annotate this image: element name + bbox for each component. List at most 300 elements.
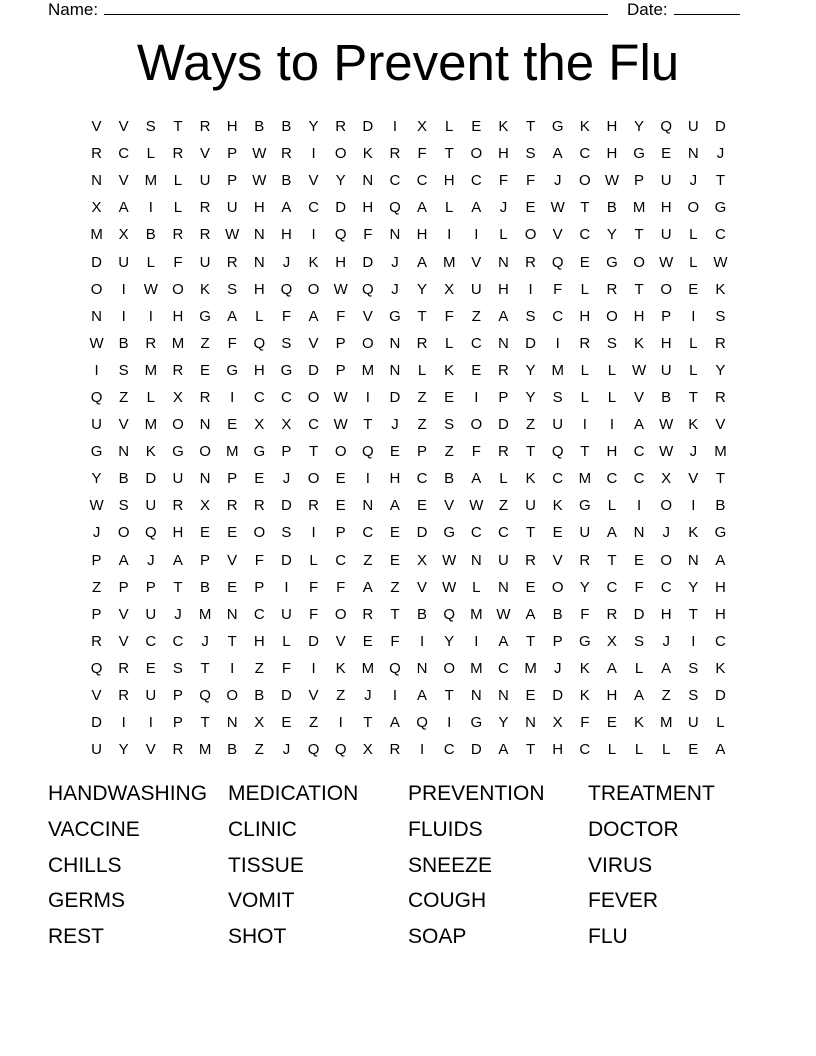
grid-letter: N (389, 334, 401, 352)
name-field[interactable] (48, 0, 608, 19)
grid-letter: U (199, 253, 211, 271)
grid-letter: K (200, 280, 211, 298)
grid-letter: A (118, 551, 129, 569)
grid-letter: F (336, 578, 346, 596)
grid-letter: T (200, 659, 210, 677)
grid-letter: B (715, 497, 726, 515)
grid-letter: B (227, 741, 238, 759)
grid-letter: H (498, 145, 509, 163)
grid-letter: V (471, 253, 482, 271)
grid-letter: M (225, 443, 239, 461)
grid-letter: L (173, 199, 183, 217)
grid-letter: T (607, 551, 617, 569)
grid-letter: W (550, 199, 565, 217)
grid-letter: G (443, 524, 456, 542)
grid-letter: O (578, 172, 591, 190)
grid-letter: Q (443, 605, 456, 623)
grid-letter: U (281, 605, 292, 623)
grid-letter: Z (363, 551, 373, 569)
grid-letter: T (525, 443, 536, 461)
grid-letter: H (633, 307, 645, 325)
grid-letter: T (634, 226, 644, 244)
grid-letter: R (498, 443, 509, 461)
grid-letter: E (525, 578, 536, 596)
grid-letter: Z (308, 714, 319, 732)
grid-letter: C (498, 659, 509, 677)
grid-letter: V (688, 470, 699, 488)
grid-letter: U (579, 524, 591, 542)
name-blank-line[interactable] (104, 0, 608, 15)
grid-letter: E (606, 714, 617, 732)
grid-letter: O (90, 280, 103, 298)
grid-letter: S (688, 687, 699, 705)
grid-letter: E (281, 714, 292, 732)
grid-letter: C (715, 226, 726, 244)
grid-letter: H (172, 524, 184, 542)
grid-letter: R (308, 497, 319, 515)
grid-letter: M (144, 416, 158, 434)
grid-letter: N (470, 687, 482, 705)
grid-letter: L (445, 199, 454, 217)
grid-letter: O (334, 605, 347, 623)
grid-letter: W (333, 388, 348, 406)
word-bank-item: SHOT (228, 925, 287, 949)
grid-letter: N (470, 551, 482, 569)
grid-row (83, 113, 734, 140)
grid-letter: A (281, 199, 292, 217)
grid-letter: P (227, 145, 238, 163)
grid-letter: X (606, 632, 617, 650)
grid-letter: C (579, 226, 591, 244)
grid-letter: M (632, 199, 646, 217)
grid-letter: J (689, 172, 698, 190)
grid-letter: A (471, 470, 482, 488)
grid-letter: C (633, 470, 645, 488)
grid-letter: C (308, 199, 319, 217)
grid-letter: P (227, 172, 238, 190)
grid-letter: N (226, 714, 238, 732)
grid-letter: E (200, 524, 211, 542)
grid-letter: S (606, 334, 617, 352)
date-label: Date: (627, 0, 668, 19)
grid-letter: C (416, 470, 428, 488)
grid-row (83, 330, 734, 357)
grid-letter: P (118, 578, 129, 596)
grid-letter: R (579, 334, 591, 352)
grid-letter: G (199, 307, 211, 325)
name-label: Name: (48, 0, 99, 19)
grid-letter: E (417, 497, 428, 515)
grid-letter: O (443, 659, 456, 677)
grid-letter: L (607, 741, 617, 759)
grid-row (83, 601, 734, 628)
grid-row (83, 519, 734, 546)
grid-letter: J (553, 172, 562, 190)
grid-letter: T (390, 605, 400, 623)
word-bank-item: FLU (588, 925, 628, 949)
grid-letter: R (498, 361, 509, 379)
grid-letter: V (715, 416, 726, 434)
grid-letter: H (281, 226, 292, 244)
grid-letter: M (714, 443, 727, 461)
grid-letter: U (660, 226, 672, 244)
grid-letter: V (552, 551, 563, 569)
grid-letter: T (444, 687, 454, 705)
word-bank-item: TISSUE (228, 853, 304, 877)
word-bank-item: DOCTOR (588, 817, 679, 841)
grid-letter: L (146, 253, 155, 271)
grid-letter: W (442, 578, 457, 596)
grid-letter: C (579, 145, 591, 163)
grid-letter: R (606, 280, 618, 298)
grid-letter: I (338, 714, 343, 732)
grid-letter: D (145, 470, 157, 488)
grid-letter: H (335, 253, 347, 271)
grid-letter: S (525, 145, 536, 163)
grid-letter: L (716, 714, 725, 732)
grid-letter: H (253, 280, 265, 298)
grid-letter: H (715, 578, 726, 596)
grid-letter: Q (361, 443, 374, 461)
grid-letter: E (389, 524, 400, 542)
grid-letter: F (390, 632, 400, 650)
page-title: Ways to Prevent the Flu (136, 34, 680, 91)
grid-letter: O (660, 280, 673, 298)
grid-letter: O (524, 226, 537, 244)
grid-row (83, 465, 734, 492)
grid-letter: E (688, 741, 699, 759)
grid-letter: R (525, 253, 536, 271)
grid-letter: U (226, 199, 238, 217)
grid-letter: B (118, 470, 129, 488)
grid-letter: C (498, 524, 509, 542)
grid-letter: Q (199, 687, 211, 705)
grid-letter: T (200, 714, 210, 732)
grid-letter: B (417, 605, 428, 623)
grid-letter: H (715, 605, 726, 623)
grid-letter: J (662, 524, 670, 542)
grid-letter: I (365, 470, 370, 488)
grid-letter: Z (200, 334, 210, 352)
grid-letter: A (118, 199, 129, 217)
grid-letter: W (659, 443, 674, 461)
word-bank-item: VACCINE (48, 817, 140, 841)
word-bank-item: FEVER (588, 889, 659, 913)
grid-letter: M (198, 605, 212, 623)
grid-letter: H (579, 307, 591, 325)
grid-letter: R (199, 388, 211, 406)
grid-letter: Z (254, 741, 264, 759)
grid-row (83, 628, 734, 655)
grid-letter: D (389, 388, 401, 406)
grid-row (83, 438, 734, 465)
grid-letter: L (607, 497, 617, 515)
grid-letter: S (118, 361, 129, 379)
grid-letter: N (226, 605, 238, 623)
word-bank-item: GERMS (48, 889, 126, 913)
grid-letter: M (90, 226, 103, 244)
grid-letter: O (660, 497, 673, 515)
grid-letter: N (498, 253, 509, 271)
grid-letter: L (499, 470, 508, 488)
grid-letter: C (552, 307, 564, 325)
grid-letter: C (335, 551, 347, 569)
word-bank-item: SNEEZE (408, 853, 493, 877)
grid-letter: E (525, 199, 536, 217)
grid-letter: J (499, 199, 508, 217)
grid-letter: I (230, 659, 235, 677)
grid-letter: G (470, 714, 483, 732)
grid-letter: K (308, 253, 319, 271)
grid-letter: P (335, 334, 346, 352)
grid-letter: Y (91, 470, 102, 488)
grid-letter: T (525, 118, 536, 136)
grid-letter: P (254, 578, 265, 596)
grid-letter: W (252, 172, 267, 190)
grid-letter: E (444, 388, 455, 406)
grid-letter: S (525, 307, 536, 325)
grid-row (83, 547, 734, 574)
grid-letter: N (687, 551, 699, 569)
grid-letter: D (91, 253, 102, 271)
grid-letter: W (631, 361, 647, 379)
grid-letter: L (580, 361, 589, 379)
grid-letter: G (633, 145, 645, 163)
grid-letter: G (551, 118, 564, 136)
grid-letter: N (525, 714, 536, 732)
grid-letter: P (417, 443, 428, 461)
grid-letter: V (118, 632, 129, 650)
grid-letter: D (715, 118, 726, 136)
grid-letter: D (715, 687, 726, 705)
grid-letter: Q (280, 280, 293, 298)
grid-letter: L (499, 226, 508, 244)
grid-letter: T (688, 388, 698, 406)
grid-letter: W (333, 416, 348, 434)
grid-letter: Y (525, 388, 536, 406)
header (0, 0, 816, 22)
grid-letter: N (91, 172, 102, 190)
grid-letter: U (660, 361, 672, 379)
grid-letter: K (634, 714, 645, 732)
grid-letter: N (362, 497, 374, 515)
grid-letter: J (282, 253, 291, 271)
grid-letter: K (362, 145, 373, 163)
grid-letter: R (253, 497, 265, 515)
grid-letter: E (471, 361, 482, 379)
grid-letter: F (471, 443, 481, 461)
grid-letter: D (633, 605, 645, 623)
grid-letter: V (118, 416, 129, 434)
grid-letter: W (252, 145, 267, 163)
grid-letter: R (199, 118, 211, 136)
grid-letter: L (580, 388, 589, 406)
grid-letter: K (634, 334, 645, 352)
grid-letter: T (580, 443, 590, 461)
grid-row (83, 276, 734, 303)
grid-letter: G (606, 253, 618, 271)
grid-letter: Q (307, 741, 320, 759)
grid-letter: F (254, 551, 264, 569)
grid-letter: E (634, 551, 645, 569)
grid-letter: I (148, 307, 153, 325)
grid-letter: R (172, 741, 184, 759)
grid-letter: P (172, 714, 183, 732)
date-field[interactable] (627, 0, 740, 19)
grid-letter: F (281, 307, 292, 325)
grid-row (83, 709, 734, 736)
grid-letter: B (200, 578, 211, 596)
grid-letter: Q (389, 199, 401, 217)
grid-letter: H (253, 199, 265, 217)
grid-letter: U (172, 470, 184, 488)
grid-letter: S (281, 524, 292, 542)
grid-letter: A (389, 714, 400, 732)
grid-letter: A (715, 551, 726, 569)
grid-letter: J (391, 416, 399, 434)
grid-letter: M (171, 334, 185, 352)
grid-letter: C (470, 172, 482, 190)
grid-letter: I (365, 388, 370, 406)
grid-letter: H (443, 172, 455, 190)
grid-letter: V (308, 334, 319, 352)
grid-letter: E (335, 470, 346, 488)
grid-letter: N (498, 334, 509, 352)
grid-letter: M (470, 659, 483, 677)
grid-letter: P (661, 307, 672, 325)
grid-letter: H (606, 118, 618, 136)
grid-letter: R (362, 605, 374, 623)
grid-letter: R (199, 226, 211, 244)
grid-letter: Y (308, 118, 319, 136)
word-bank-item: HANDWASHING (48, 782, 208, 805)
grid-letter: Y (606, 226, 617, 244)
grid-letter: R (172, 361, 184, 379)
grid-letter: Y (118, 741, 129, 759)
grid-letter: H (606, 443, 618, 461)
grid-letter: J (282, 470, 291, 488)
grid-letter: E (254, 470, 265, 488)
grid-letter: T (525, 524, 536, 542)
grid-letter: Z (498, 497, 509, 515)
grid-letter: I (419, 741, 425, 759)
grid-letter: L (282, 632, 291, 650)
grid-letter: H (660, 199, 672, 217)
grid-letter: E (389, 551, 400, 569)
grid-letter: K (688, 524, 699, 542)
grid-letter: A (498, 741, 509, 759)
grid-letter: L (689, 334, 698, 352)
grid-row (83, 736, 734, 763)
grid-letter: N (199, 470, 211, 488)
grid-letter: R (281, 145, 292, 163)
grid-letter: Y (444, 632, 455, 650)
grid-letter: I (691, 632, 696, 650)
grid-letter: D (552, 687, 564, 705)
grid-letter: L (309, 551, 318, 569)
word-bank-item: SOAP (408, 925, 467, 949)
grid-letter: E (525, 687, 536, 705)
grid-letter: G (90, 443, 103, 461)
grid-letter: I (284, 578, 289, 596)
date-blank-line[interactable] (674, 0, 740, 15)
grid-letter: N (362, 172, 374, 190)
grid-letter: M (442, 253, 456, 271)
grid-letter: N (118, 443, 130, 461)
grid-letter: M (659, 714, 673, 732)
grid-letter: I (555, 334, 560, 352)
grid-letter: W (143, 280, 158, 298)
grid-letter: U (470, 280, 482, 298)
grid-letter: V (91, 118, 102, 136)
grid-letter: A (308, 307, 319, 325)
grid-letter: Y (335, 172, 346, 190)
grid-letter: J (174, 605, 182, 623)
word-bank-item: CHILLS (48, 853, 122, 877)
grid-letter: H (253, 361, 265, 379)
grid-letter: K (552, 497, 563, 515)
grid-letter: V (444, 497, 455, 515)
grid-letter: E (552, 524, 563, 542)
grid-letter: H (606, 145, 618, 163)
grid-letter: R (226, 253, 238, 271)
grid-letter: U (91, 416, 102, 434)
grid-letter: D (281, 551, 292, 569)
grid-letter: W (604, 172, 620, 190)
grid-letter: I (392, 687, 398, 705)
grid-letter: K (145, 443, 156, 461)
grid-letter: Q (551, 253, 564, 271)
grid-letter: C (416, 172, 428, 190)
grid-letter: L (173, 172, 183, 190)
grid-letter: J (282, 741, 291, 759)
grid-letter: J (716, 145, 725, 163)
grid-letter: D (308, 632, 319, 650)
grid-letter: A (661, 659, 672, 677)
grid-letter: L (689, 361, 698, 379)
word-bank-item: TREATMENT (588, 782, 715, 805)
grid-letter: F (498, 172, 509, 190)
grid-letter: J (391, 253, 399, 271)
grid-letter: X (281, 416, 292, 434)
grid-letter: C (362, 524, 374, 542)
word-bank-item: PREVENTION (408, 782, 545, 805)
grid-letter: T (525, 741, 536, 759)
grid-letter: P (91, 605, 102, 623)
grid-letter: V (308, 172, 319, 190)
grid-letter: W (89, 334, 104, 352)
grid-letter: C (552, 470, 564, 488)
grid-letter: V (417, 578, 428, 596)
grid-letter: I (474, 226, 479, 244)
grid-letter: X (254, 714, 265, 732)
grid-letter: K (715, 280, 726, 298)
grid-letter: H (606, 687, 618, 705)
grid-letter: H (552, 741, 564, 759)
grid-letter: O (361, 334, 374, 352)
grid-letter: B (281, 172, 292, 190)
grid-letter: U (199, 172, 211, 190)
grid-letter: O (470, 416, 483, 434)
word-search-grid (83, 113, 734, 763)
grid-letter: M (551, 361, 564, 379)
grid-letter: L (607, 388, 617, 406)
grid-letter: R (226, 497, 238, 515)
grid-letter: P (335, 524, 346, 542)
grid-letter: C (118, 145, 130, 163)
grid-letter: X (362, 741, 373, 759)
grid-letter: L (146, 388, 155, 406)
